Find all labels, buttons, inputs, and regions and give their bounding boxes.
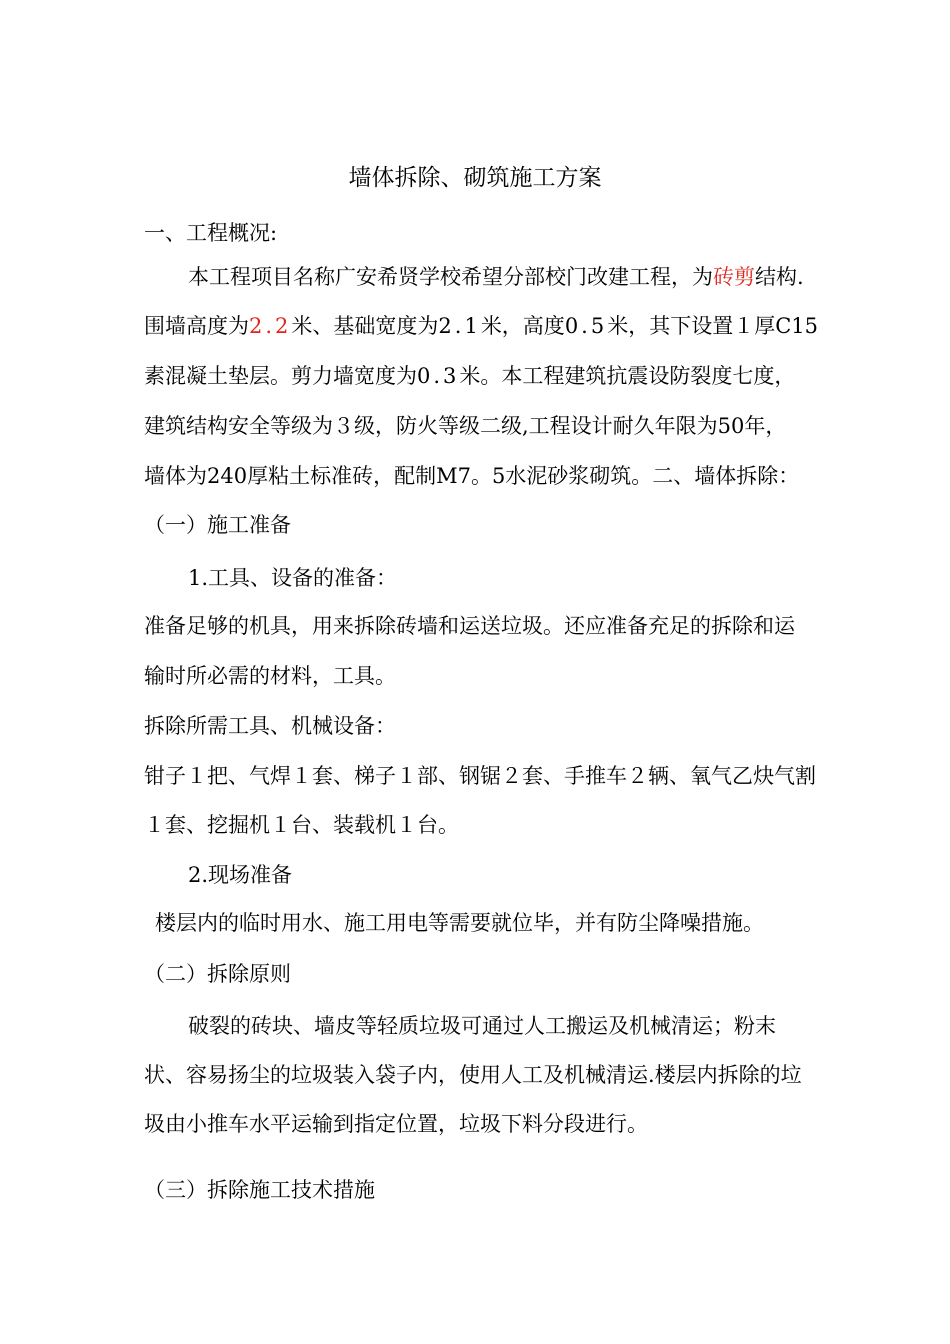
paragraph-6-line-2: 状、容易扬尘的垃圾装入袋子内，使用人工及机械清运.楼层内拆除的垃 (144, 1063, 802, 1087)
text-run: 米，高度 (480, 314, 565, 338)
text-run: 围墙高度为 (144, 314, 249, 338)
paragraph-6-line-3: 圾由小推车水平运输到指定位置，垃圾下料分段进行。 (144, 1112, 648, 1136)
document-title: 墙体拆除、砌筑施工方案 (348, 165, 602, 191)
paragraph-3: 拆除所需工具、机械设备： (144, 714, 396, 738)
item-tools-equipment: 1.工具、设备的准备： (188, 566, 398, 590)
text-run: 0.5 (564, 314, 608, 338)
highlight-wall-height: 2.2 (249, 314, 292, 338)
paragraph-5: 楼层内的临时用水、施工用电等需要就位毕，并有防尘降噪措施。 (155, 911, 764, 935)
section-heading-preparation: （一）施工准备 (144, 513, 291, 537)
heading-overview: 一、工程概况: (144, 221, 278, 245)
paragraph-4-line-1: 钳子１把、气焊１套、梯子１部、钢锯２套、手推车２辆、氧气乙炔气割 (144, 764, 816, 788)
paragraph-4-line-2: １套、挖掘机１台、装载机１台。 (144, 813, 459, 837)
text-run: 0.3 (417, 364, 460, 388)
text-run: 米、基础宽度为 (291, 314, 439, 338)
section-heading-principles: （二）拆除原则 (144, 962, 291, 986)
item-site-preparation: 2.现场准备 (188, 863, 293, 887)
paragraph-2-line-2: 输时所必需的材料，工具。 (144, 664, 396, 688)
text-run: 本工程项目名称广安希贤学校希望分部校门改建工程，为 (188, 265, 713, 289)
text-run: 结构. (755, 265, 804, 289)
paragraph-6-line-1: 破裂的砖块、墙皮等轻质垃圾可通过人工搬运及机械清运；粉末 (188, 1014, 776, 1038)
highlight-structure-type: 砖剪 (713, 265, 755, 289)
text-run: 米。本工程建筑抗震设防裂度七度， (459, 364, 796, 388)
paragraph-2-line-1: 准备足够的机具，用来拆除砖墙和运送垃圾。还应准备充足的拆除和运 (144, 614, 795, 638)
text-run: 素混凝土垫层。剪力墙宽度为 (144, 364, 417, 388)
paragraph-1-line-3 (144, 362, 795, 390)
text-run: 米，其下设置１厚C15 (607, 314, 819, 338)
paragraph-1-line-2 (144, 312, 818, 340)
paragraph-1-line-4: 建筑结构安全等级为３级，防火等级二级,工程设计耐久年限为50年， (144, 414, 787, 438)
paragraph-1-line-1 (188, 263, 804, 291)
text-run: 2.1 (438, 314, 481, 338)
section-heading-technical-measures: （三）拆除施工技术措施 (144, 1178, 375, 1202)
paragraph-1-line-5: 墙体为240厚粘土标准砖，配制M7。5水泥砂浆砌筑。二、墙体拆除： (144, 464, 800, 488)
